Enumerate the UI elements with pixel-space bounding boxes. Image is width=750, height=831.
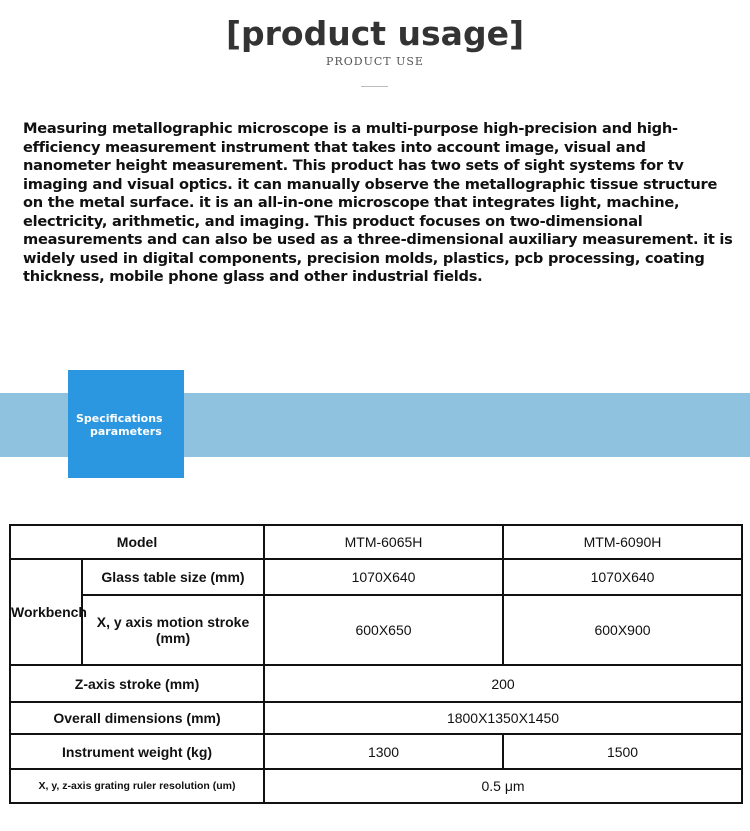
spec-table bbox=[9, 524, 743, 804]
model-label: Model bbox=[10, 525, 264, 559]
xy-value-1: 600X650 bbox=[264, 595, 503, 665]
weight-value-1: 1300 bbox=[264, 734, 503, 769]
weight-label: Instrument weight (kg) bbox=[10, 734, 264, 769]
table-row bbox=[10, 559, 742, 595]
model-value-1: MTM-6065H bbox=[264, 525, 503, 559]
banner-title: MAIN USE PARAMETERS OF THE PRODUCT bbox=[212, 805, 683, 830]
dimensions-value: 1800X1350X1450 bbox=[264, 702, 742, 734]
specifications-badge bbox=[68, 370, 184, 478]
workbench-label: Workbench bbox=[10, 559, 82, 665]
model-value-2: MTM-6090H bbox=[503, 525, 742, 559]
table-row bbox=[10, 665, 742, 702]
table-row bbox=[10, 595, 742, 665]
z-stroke-value: 200 bbox=[264, 665, 742, 702]
z-stroke-label: Z-axis stroke (mm) bbox=[10, 665, 264, 702]
weight-value-2: 1500 bbox=[503, 734, 742, 769]
grating-value: 0.5 μm bbox=[264, 769, 742, 803]
grating-label: X, y, z-axis grating ruler resolution (um) bbox=[10, 769, 264, 803]
product-description: Measuring metallographic microscope is a multi-purpose high-precision and high-efficiency measurement instrument that takes into account image, visual and nanometer height measurement. This product has two sets of sight systems for tv imaging and visual optics. it can manually observe the metallographic tissue structure on the metal surface. it is an all-in-one microscope that integrates light, machine, electricity, arithmetic, and imaging. This product focuses on two-dimensional measurements and can also be used as a three-dimensional auxiliary measurement. it is widely used in digital components, precision molds, plastics, pcb processing, coating thickness, mobile phone glass and other industrial fields. bbox=[23, 120, 733, 285]
title-divider bbox=[361, 86, 388, 87]
table-row bbox=[10, 734, 742, 769]
glass-value-2: 1070X640 bbox=[503, 559, 742, 595]
badge-line-2: parameters bbox=[90, 425, 162, 438]
glass-table-label: Glass table size (mm) bbox=[82, 559, 264, 595]
badge-line-1: Specifications bbox=[76, 412, 163, 425]
dimensions-label: Overall dimensions (mm) bbox=[10, 702, 264, 734]
table-row bbox=[10, 702, 742, 734]
table-row bbox=[10, 525, 742, 559]
page-subtitle: PRODUCT USE bbox=[326, 55, 424, 68]
xy-value-2: 600X900 bbox=[503, 595, 742, 665]
page-title: [product usage] bbox=[225, 14, 525, 53]
glass-value-1: 1070X640 bbox=[264, 559, 503, 595]
table-row bbox=[10, 769, 742, 803]
xy-stroke-label: X, y axis motion stroke (mm) bbox=[82, 595, 264, 665]
